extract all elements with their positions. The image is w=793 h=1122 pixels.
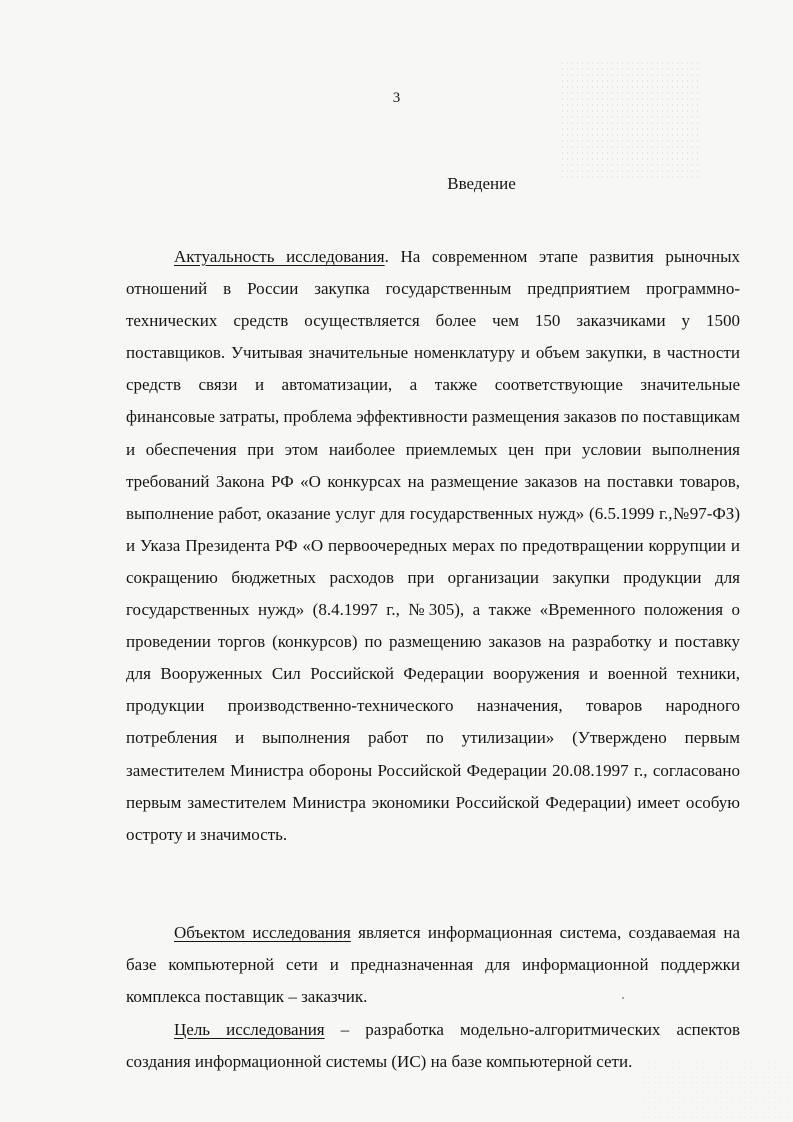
page-heading: Введение xyxy=(447,174,516,193)
paragraph-text: является информационная система, создаваемая на базе компьютерной сети и предназначенная для информационной поддержки комплекса поставщик – заказчик. xyxy=(126,923,740,1007)
paragraph-relevance xyxy=(126,241,740,851)
paragraph-goal xyxy=(126,1014,740,1078)
paragraph-text: . На современном этапе развития рыночных отношений в России закупка государственным предприятием программно-технических средств осуществляется более чем 150 заказчиками у 1500 поставщиков. Учитывая значительные номенклатуру и объем закупки, в частности средств связи и автоматизации, а также соответствующие значительные финансовые затраты, проблема эффективности размещения заказов по поставщикам и обеспечения при этом наиболее приемлемых цен при условии выполнения требований Закона РФ «О конкурсах на размещение заказов на поставки товаров, выполнение работ, оказание услуг для государственных нужд» (6.5.1999 г.,№97-ФЗ) и Указа Президента РФ «О первоочередных мерах по предотвращении коррупции и сокращению бюджетных расходов при организации закупки продукции для государственных нужд» (8.4.1997 г., №305), а также «Временного положения о проведении торгов (конкурсов) по размещению заказов на разработку и поставку для Вооруженных Сил Российской Федерации вооружения и военной техники, продукции производственно-технического назначения, товаров народного потребления и выполнения работ по утилизации» (Утверждено первым заместителем Министра обороны Российской Федерации 20.08.1997 г., согласовано первым заместителем Министра экономики Российской Федерации) имеет особую остроту и значимость. xyxy=(126,247,741,844)
paragraph-object xyxy=(126,917,740,1013)
paragraph-lead: Актуальность исследования xyxy=(174,247,385,266)
paragraph-lead: Цель исследования xyxy=(174,1020,325,1039)
paragraph-text: – разработка модельно-алгоритмических аспектов создания информационной системы (ИС) на базе компьютерной сети. xyxy=(126,1020,740,1072)
page-number: 3 xyxy=(392,90,401,106)
scan-noise xyxy=(560,60,700,180)
paragraph-lead: Объектом исследования xyxy=(174,923,351,942)
